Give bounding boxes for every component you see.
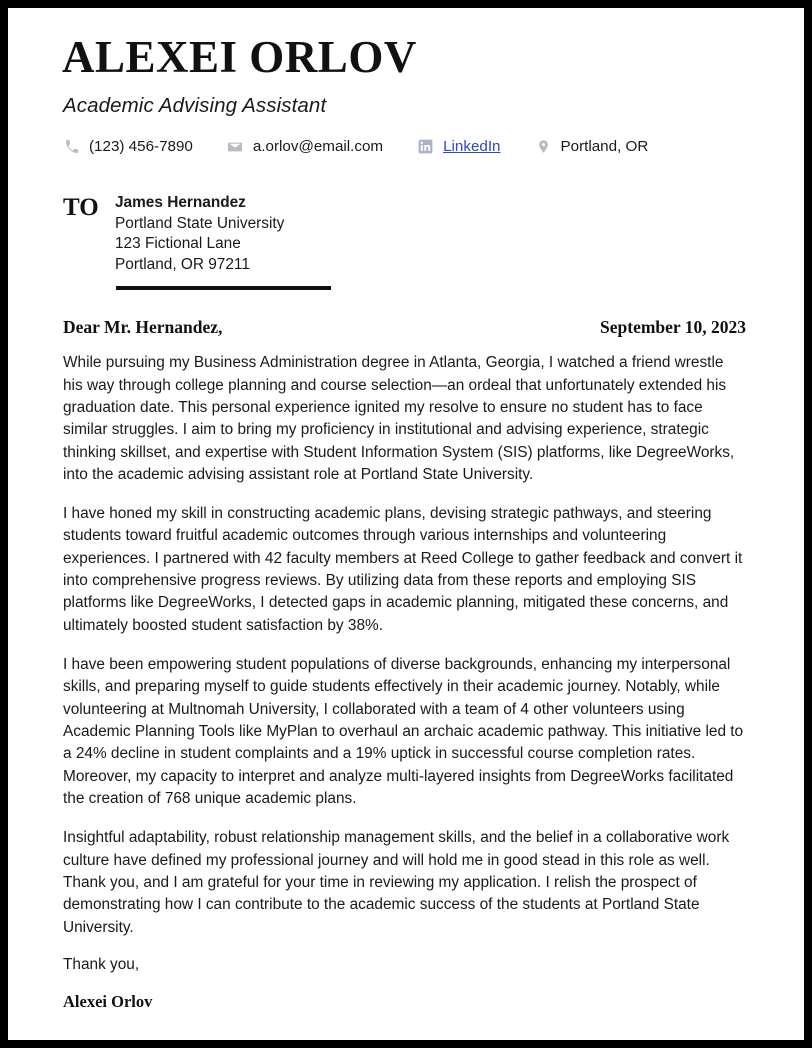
salutation-row (63, 317, 746, 338)
map-pin-icon (535, 138, 552, 155)
letter-paragraph: While pursuing my Business Administration degree in Atlanta, Georgia, I watched a friend wrestle his way through college planning and course selection—an ordeal that unfortunately extended his graduation date. This personal experience ignited my resolve to ensure no student has to face similar struggles. I aim to bring my proficiency in institutional and advising experience, strategic thinking skillset, and expertise with Student Information System (SIS) platforms, like DegreeWorks, into the academic advising assistant role at Portland State University. (63, 354, 735, 483)
email-value: a.orlov@email.com (252, 138, 384, 156)
contact-email[interactable] (227, 138, 383, 155)
page-title: ALEXEI ORLOV (62, 32, 417, 82)
recipient-label: TO (63, 194, 99, 222)
letter-paragraph: Insightful adaptability, robust relationship management skills, and the belief in a collaborative work culture have defined my professional journey and will hold me in good stead in this role as well. Thank you, and I am grateful for your time in reviewing my application. I relish the prospect of demonstrating how I can contribute to the academic success of the students at Portland State University. (63, 829, 730, 936)
recipient-city-state-zip: Portland, OR 97211 (115, 255, 250, 273)
phone-value: (123) 456-7890 (89, 138, 193, 156)
letter-body (63, 352, 746, 939)
location-value: Portland, OR (560, 138, 649, 156)
salutation: Dear Mr. Hernandez, (63, 317, 223, 338)
signature-name: Alexei Orlov (63, 992, 153, 1012)
letter-paragraph: I have honed my skill in constructing academic plans, devising strategic pathways, and steering students toward fruitful academic outcomes through various internships and volunteering experiences. I partnered with 42 faculty members at Reed College to gather feedback and convert it into comprehensive progress reviews. By utilizing data from these reports and employing SIS platforms like DegreeWorks, I detected gaps in academic planning, mitigated these concerns, and ultimately boosted student satisfaction by 38%. (63, 505, 743, 634)
contact-linkedin[interactable] (417, 138, 500, 155)
recipient-street: 123 Fictional Lane (115, 235, 241, 253)
linkedin-link[interactable]: LinkedIn (443, 138, 501, 156)
contact-phone[interactable] (63, 138, 193, 155)
divider-rule (116, 286, 331, 290)
recipient-name: James Hernandez (115, 194, 246, 212)
contact-row (63, 138, 746, 155)
contact-location (535, 138, 649, 155)
job-title: Academic Advising Assistant (63, 94, 327, 118)
envelope-icon (227, 138, 244, 155)
letter-date: September 10, 2023 (600, 317, 746, 338)
page-content (8, 8, 804, 1040)
recipient-address (115, 193, 284, 275)
phone-icon (63, 138, 80, 155)
closing-line: Thank you, (63, 956, 140, 974)
recipient-block (63, 193, 746, 275)
letter-paragraph: I have been empowering student populations of diverse backgrounds, enhancing my interpersonal skills, and preparing myself to guide students effectively in their academic journey. Notably, while volunteering at Multnomah University, I collaborated with a team of 4 other volunteers using Academic Planning Tools like MyPlan to overhaul an archaic academic pathway. This initiative led to a 24% decline in student complaints and a 19% uptick in successful course completion rates. Moreover, my capacity to interpret and analyze multi-layered insights from DegreeWorks facilitated the creation of 768 unique academic plans. (63, 656, 744, 808)
recipient-organization: Portland State University (115, 214, 285, 232)
linkedin-icon (417, 138, 434, 155)
